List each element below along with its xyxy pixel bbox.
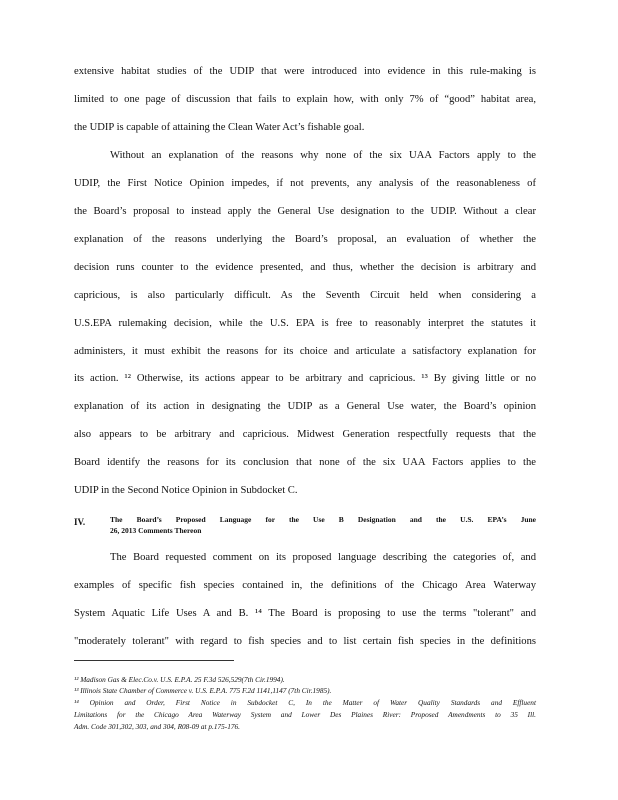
body-line-3: the UDIP is capable of attaining the Clean Water Act’s fishable goal. [74,122,365,133]
footnote-14-line-2: Limitations for the Chicago Area Waterway System and Lower Des Plaines River: Proposed Amendments to 35 Ill. [74,710,536,719]
body2-line-3: System Aquatic Life Uses A and B. ¹⁴ The Board is proposing to use the terms "tolerant" and [74,608,536,619]
footnote-rule [74,660,234,661]
body2-line-4: "moderately tolerant" with regard to fish species and to list certain fish species in the definitions [74,636,536,647]
body-line-13: explanation of its action in designating the UDIP as a General Use water, the Board’s opinion [74,401,536,412]
body-line-4: Without an explanation of the reasons why none of the six UAA Factors apply to the [110,150,536,161]
section-heading-line-1: The Board’s Proposed Language for the Use B Designation and the U.S. EPA’s June [110,515,536,524]
footnote-12: ¹² Madison Gas & Elec.Co.v. U.S. E.P.A. 25 F.3d 526,529(7th Cir.1994). [74,675,285,684]
body-line-5: UDIP, the First Notice Opinion impedes, if not prevents, any analysis of the reasonableness of [74,178,536,189]
body2-line-2: examples of specific fish species contained in, the definitions of the Chicago Area Waterway [74,580,536,591]
body-line-16: UDIP in the Second Notice Opinion in Subdocket C. [74,485,298,496]
body-line-6: the Board’s proposal to instead apply the General Use designation to the UDIP. Without a clear [74,206,536,217]
body-line-1: extensive habitat studies of the UDIP that were introduced into evidence in this rule-making is [74,66,536,77]
body-line-11: administers, it must exhibit the reasons for its choice and articulate a satisfactory explanation for [74,346,536,357]
body-line-14: also appears to be arbitrary and capricious. Midwest Generation respectfully requests that the [74,429,536,440]
body-line-7: explanation of the reasons underlying the Board’s proposal, an evaluation of whether the [74,234,536,245]
body-line-2: limited to one page of discussion that fails to explain how, with only 7% of “good” habitat area, [74,94,536,105]
body-line-9: capricious, is also particularly difficult. As the Seventh Circuit held when considering a [74,290,536,301]
footnote-14-line-3: Adm. Code 301,302, 303, and 304, R08-09 at p.175-176. [74,722,240,731]
body-line-10: U.S.EPA rulemaking decision, while the U.S. EPA is free to reasonably interpret the statutes it [74,318,536,329]
body-line-12: its action. ¹² Otherwise, its actions appear to be arbitrary and capricious. ¹³ By giving little or no [74,373,536,384]
body2-line-1: The Board requested comment on its proposed language describing the categories of, and [110,552,536,563]
section-number: IV. [74,517,86,527]
section-heading-line-2: 26, 2013 Comments Thereon [110,526,202,535]
body-line-8: decision runs counter to the evidence presented, and thus, whether the decision is arbitrary and [74,262,536,273]
body-line-15: Board identify the reasons for its conclusion that none of the six UAA Factors applies to the [74,457,536,468]
footnote-13: ¹³ Illinois State Chamber of Commerce v. U.S. E.P.A. 775 F.2d 1141,1147 (7th Cir.1985). [74,686,332,695]
footnote-14-line-1: ¹⁴ Opinion and Order, First Notice in Subdocket C, In the Matter of Water Quality Standards and Effluent [74,698,536,707]
